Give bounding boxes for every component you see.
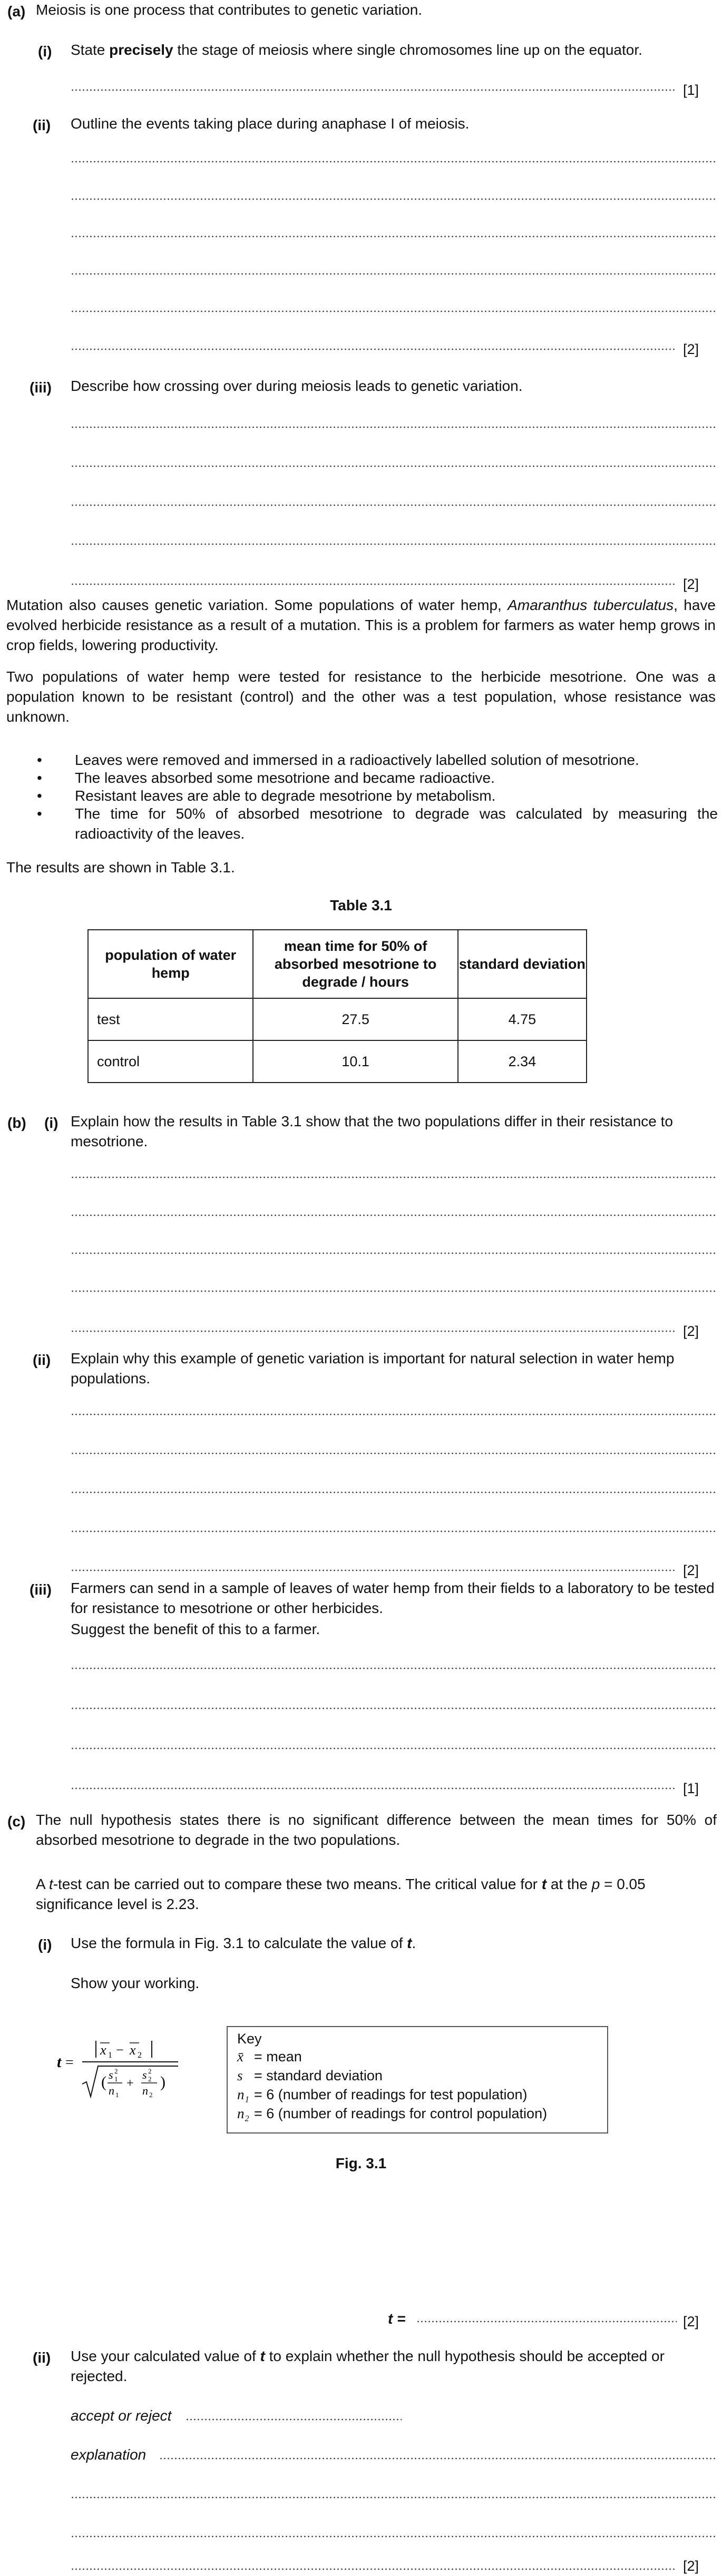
svg-text:s: s xyxy=(142,2068,147,2081)
table-cell: 4.75 xyxy=(458,998,587,1040)
a-i-question xyxy=(71,40,719,60)
answer-line[interactable] xyxy=(71,1252,717,1255)
t-test-a: A xyxy=(36,1876,49,1892)
c-ii-label: (ii) xyxy=(33,2349,51,2366)
b-ii-question: Explain why this example of genetic variation is important for natural selection in water hemp populations. xyxy=(71,1350,675,1387)
answer-line[interactable] xyxy=(71,1214,717,1217)
svg-text:1: 1 xyxy=(114,2075,118,2083)
table-cell: control xyxy=(88,1040,253,1083)
svg-text:n: n xyxy=(142,2084,148,2097)
table-header-row xyxy=(88,930,587,998)
bullet-text: Resistant leaves are able to degrade mesotrione by metabolism. xyxy=(75,788,496,804)
key-symbol: s xyxy=(237,2068,243,2083)
svg-text:2: 2 xyxy=(149,2091,153,2099)
a-ii-marks: [2] xyxy=(683,341,699,357)
a-i-label: (i) xyxy=(38,43,52,60)
formula-key xyxy=(227,2026,608,2133)
key-symbol: n₂ xyxy=(237,2106,249,2121)
part-a-label: (a) xyxy=(7,3,26,19)
key-description: = 6 (number of readings for test population) xyxy=(254,2087,528,2102)
table-cell: 27.5 xyxy=(253,998,457,1040)
part-b-label: (b) xyxy=(7,1115,26,1131)
answer-line[interactable] xyxy=(71,1491,717,1494)
b-iii-prompt: Suggest the benefit of this to a farmer. xyxy=(71,1621,320,1637)
part-c-label: (c) xyxy=(7,1813,26,1830)
answer-line[interactable] xyxy=(71,1452,717,1455)
key-symbol: n₁ xyxy=(237,2087,249,2102)
t-test-text xyxy=(36,1874,717,1914)
list-item: • The time for 50% of absorbed mesotrione to degrade was calculated by measuring the radioactivity of the leaves. xyxy=(37,804,718,844)
t-answer-label xyxy=(388,2310,405,2327)
svg-text:t: t xyxy=(57,2053,62,2071)
t-symbol: t xyxy=(260,2348,265,2364)
bullet-text: The leaves absorbed some mesotrione and became radioactive. xyxy=(75,770,495,786)
answer-line[interactable] xyxy=(71,1413,717,1416)
answer-line[interactable] xyxy=(71,198,717,201)
answer-line[interactable] xyxy=(71,465,717,468)
svg-text:2: 2 xyxy=(148,2067,152,2075)
answer-line[interactable] xyxy=(71,2535,717,2538)
bullet-text: Leaves were removed and immersed in a radioactively labelled solution of mesotrione. xyxy=(75,752,639,768)
results-table xyxy=(87,929,587,1083)
svg-text:=: = xyxy=(65,2054,74,2071)
c-i-label: (i) xyxy=(38,1936,52,1953)
b-iii-marks: [1] xyxy=(683,1781,699,1796)
svg-text:1: 1 xyxy=(108,2051,112,2060)
list-item: • Resistant leaves are able to degrade mesotrione by metabolism. xyxy=(37,786,718,806)
svg-text:2: 2 xyxy=(114,2067,118,2075)
a-ii-question: Outline the events taking place during anaphase I of meiosis. xyxy=(71,115,470,132)
a-i-text-post: the stage of meiosis where single chromosomes line up on the equator. xyxy=(173,42,642,58)
column-header: population of water hemp xyxy=(88,930,253,998)
table-row xyxy=(88,1040,587,1083)
intro-paragraph-1 xyxy=(6,595,716,655)
answer-line[interactable] xyxy=(71,1569,677,1572)
key-description: = mean xyxy=(254,2049,302,2064)
key-row xyxy=(237,2085,528,2104)
answer-line[interactable] xyxy=(71,235,717,238)
list-item: • Leaves were removed and immersed in a radioactively labelled solution of mesotrione. xyxy=(37,750,718,770)
svg-text:x: x xyxy=(100,2042,106,2058)
p-symbol: p xyxy=(591,1876,600,1892)
b-i-label: (i) xyxy=(44,1115,58,1131)
t-symbol: t xyxy=(407,1935,412,1951)
intro-p1-post: , have evolved herbicide resistance as a result of a mutation. This is a problem for farmers as water hemp grows in crop fields, lowering productivity. xyxy=(6,597,716,653)
a-i-text-pre: State xyxy=(71,42,110,58)
b-iii-question: Farmers can send in a sample of leaves of water hemp from their fields to a laboratory to be tested for resistance to mesotrione or other herbicides. xyxy=(71,1580,715,1616)
table-cell: 2.34 xyxy=(458,1040,587,1083)
accept-reject-line[interactable] xyxy=(186,2418,402,2421)
b-iii-label: (iii) xyxy=(30,1581,52,1598)
svg-text:(: ( xyxy=(101,2073,106,2091)
answer-line[interactable] xyxy=(71,1667,717,1670)
svg-text:2: 2 xyxy=(148,2075,152,2083)
answer-line[interactable] xyxy=(71,2568,677,2571)
a-ii-label: (ii) xyxy=(33,117,51,133)
c-i-marks: [2] xyxy=(683,2314,699,2329)
answer-line[interactable] xyxy=(71,1707,717,1710)
svg-text:−: − xyxy=(116,2042,124,2058)
a-iii-label: (iii) xyxy=(30,379,52,396)
t-test-c: at the xyxy=(547,1876,592,1892)
c-ii-text-b: to explain whether the null hypothesis should be accepted or rejected. xyxy=(71,2348,665,2384)
a-iii-question: Describe how crossing over during meiosis leads to genetic variation. xyxy=(71,378,523,394)
svg-text:x: x xyxy=(130,2042,136,2058)
a-i-marks: [1] xyxy=(683,82,699,98)
answer-line[interactable] xyxy=(71,1290,717,1293)
column-header: standard deviation xyxy=(458,930,587,998)
answer-line[interactable] xyxy=(71,543,717,546)
b-ii-label: (ii) xyxy=(33,1352,51,1368)
answer-line[interactable] xyxy=(71,348,677,351)
c-i-working-prompt: Show your working. xyxy=(71,1975,200,1991)
table-cell: 10.1 xyxy=(253,1040,457,1083)
species-name: Amaranthus tuberculatus xyxy=(508,597,674,613)
t-test-b: -test can be carried out to compare these two means. The critical value for xyxy=(53,1876,542,1892)
intro-paragraph-2: Two populations of water hemp were tested for resistance to the herbicide mesotrione. One was a population known to be resistant (control) and the other was a test population, whose resistance was unknown. xyxy=(6,668,716,725)
answer-line[interactable] xyxy=(71,2496,717,2499)
table-title: Table 3.1 xyxy=(330,897,392,913)
key-row xyxy=(237,2047,302,2066)
c-i-text-b: . xyxy=(412,1935,416,1951)
answer-line[interactable] xyxy=(71,160,717,163)
answer-line[interactable] xyxy=(71,1747,717,1750)
svg-text:1: 1 xyxy=(115,2091,119,2099)
t-answer-label-text: t = xyxy=(388,2310,406,2327)
key-row xyxy=(237,2104,547,2123)
table-row xyxy=(88,998,587,1040)
column-header: mean time for 50% of absorbed mesotrione to degrade / hours xyxy=(253,930,457,998)
b-i-question: Explain how the results in Table 3.1 show that the two populations differ in their resistance to mesotrione. xyxy=(71,1113,673,1149)
table-cell: test xyxy=(88,998,253,1040)
svg-text:+: + xyxy=(126,2077,134,2090)
svg-text:s: s xyxy=(109,2068,113,2081)
svg-text:2: 2 xyxy=(138,2051,142,2060)
answer-line[interactable] xyxy=(71,1530,717,1533)
answer-line[interactable] xyxy=(71,1787,677,1790)
svg-text:): ) xyxy=(160,2073,165,2091)
c-ii-question xyxy=(71,2346,717,2386)
part-a-stem: Meiosis is one process that contributes to genetic variation. xyxy=(36,2,423,18)
list-item: • The leaves absorbed some mesotrione and became radioactive. xyxy=(37,768,718,788)
t-symbol: t xyxy=(48,1876,53,1892)
a-i-text-bold: precisely xyxy=(109,42,173,58)
answer-line[interactable] xyxy=(71,310,717,313)
bullet-text: The time for 50% of absorbed mesotrione to degrade was calculated by measuring the radioactivity of the leaves. xyxy=(75,805,718,842)
c-i-text-a: Use the formula in Fig. 3.1 to calculate the value of xyxy=(71,1935,407,1951)
t-answer-line[interactable] xyxy=(416,2320,677,2323)
key-symbol: x̄ xyxy=(237,2049,243,2064)
b-ii-marks: [2] xyxy=(683,1562,699,1578)
key-description: = 6 (number of readings for control population) xyxy=(254,2106,548,2121)
b-i-marks: [2] xyxy=(683,1323,699,1339)
c-i-question xyxy=(71,1933,717,1953)
answer-line[interactable] xyxy=(71,89,677,92)
answer-line[interactable] xyxy=(71,583,677,586)
results-intro: The results are shown in Table 3.1. xyxy=(6,859,235,876)
answer-line[interactable] xyxy=(71,1330,677,1333)
t-test-formula xyxy=(57,2031,183,2100)
t-test-d: = 0.05 significance level is 2.23. xyxy=(36,1876,646,1912)
explanation-label: explanation xyxy=(71,2446,147,2463)
figure-caption: Fig. 3.1 xyxy=(335,2155,387,2171)
null-hypothesis-text: The null hypothesis states there is no significant difference between the mean times for 50% of absorbed mesotrione to degrade in the two populations. xyxy=(36,1812,717,1848)
key-row xyxy=(237,2066,383,2085)
c-ii-text-a: Use your calculated value of xyxy=(71,2348,260,2364)
key-title: Key xyxy=(237,2031,262,2047)
c-ii-marks: [2] xyxy=(683,2558,699,2574)
answer-line[interactable] xyxy=(71,504,717,507)
key-description: = standard deviation xyxy=(254,2068,383,2083)
answer-line[interactable] xyxy=(71,272,717,276)
answer-line[interactable] xyxy=(71,426,717,429)
a-iii-marks: [2] xyxy=(683,576,699,592)
svg-text:n: n xyxy=(109,2084,114,2097)
intro-p1-pre: Mutation also causes genetic variation. Some populations of water hemp, xyxy=(6,597,508,613)
answer-line[interactable] xyxy=(159,2457,717,2460)
t-symbol: t xyxy=(541,1876,547,1892)
answer-line[interactable] xyxy=(71,1176,717,1179)
accept-reject-label: accept or reject xyxy=(71,2407,172,2424)
